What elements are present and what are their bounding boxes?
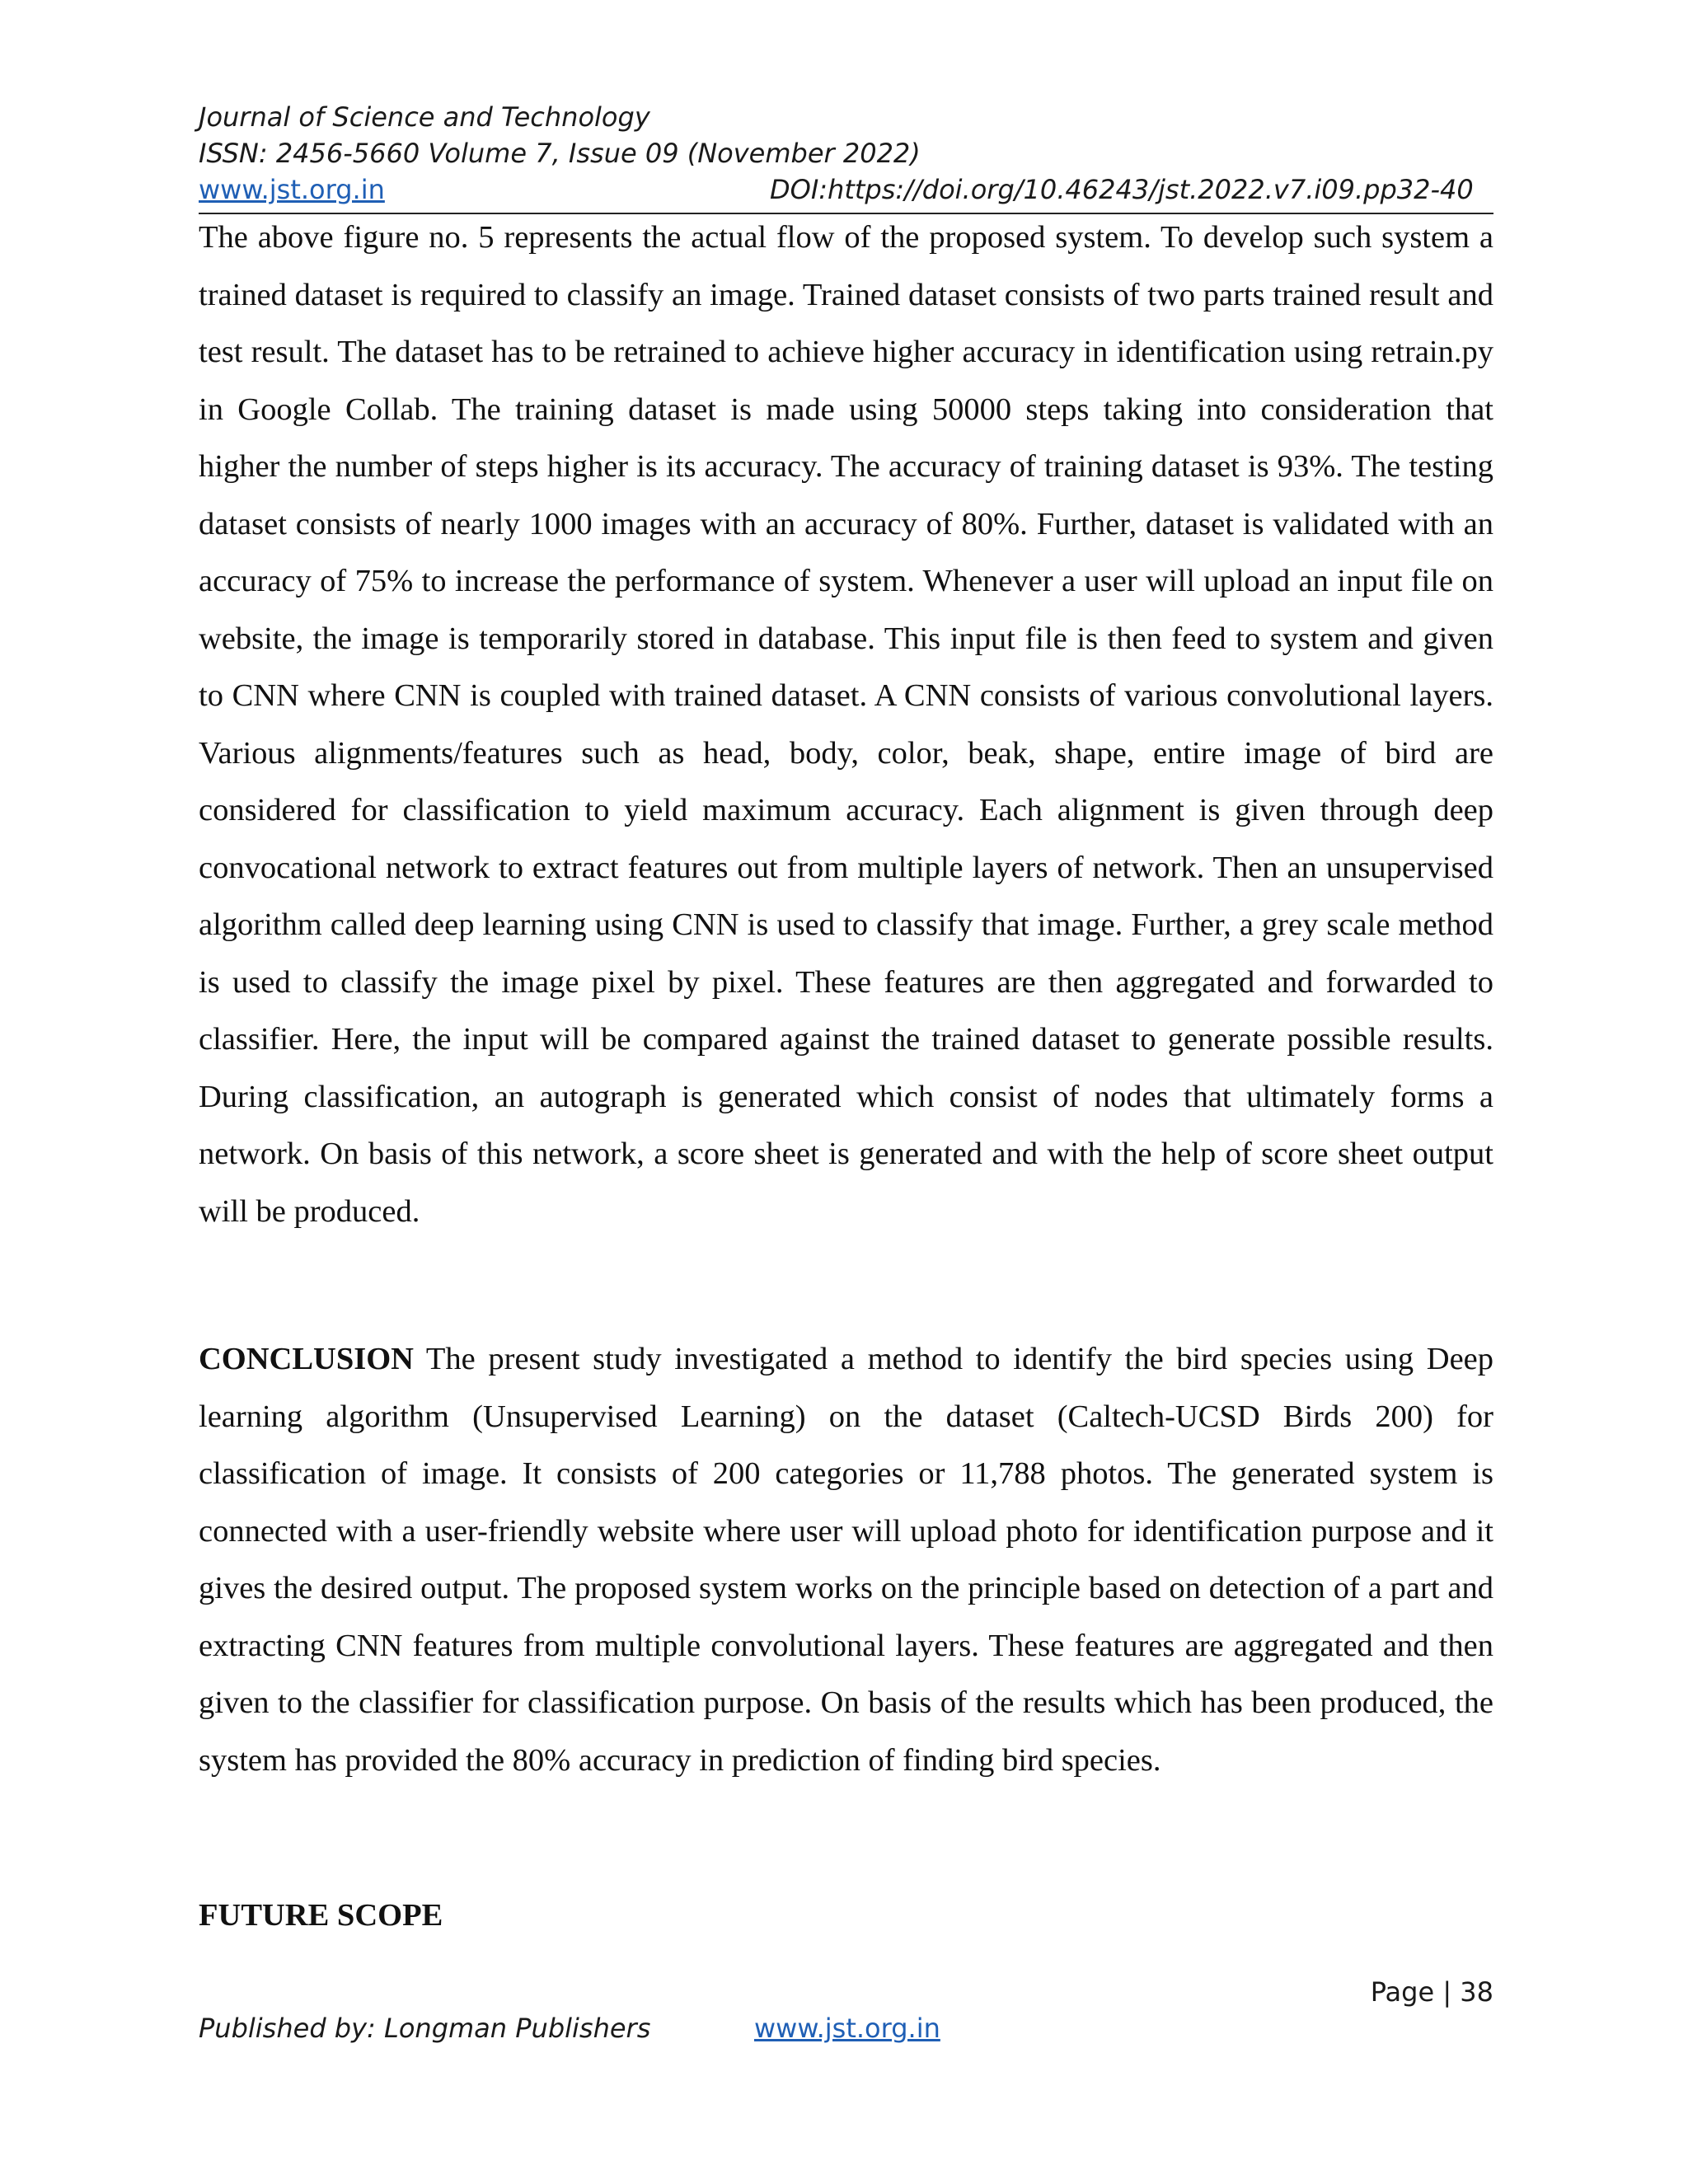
journal-title: Journal of Science and Technology (199, 101, 650, 133)
body-section (199, 209, 1493, 1240)
issn-line: ISSN: 2456-5660 Volume 7, Issue 09 (November 2022) (199, 138, 921, 169)
conclusion-section (199, 1331, 1493, 1789)
conclusion-paragraph (199, 1331, 1493, 1789)
page-footer (199, 2013, 1493, 2054)
page-number: Page | 38 (1370, 1976, 1493, 2008)
footer-website-link[interactable]: www.jst.org.in (754, 2013, 940, 2044)
conclusion-text: The present study investigated a method to identify the bird species using Deep learning algorithm (Unsupervised Learning) on the dataset (Caltech-UCSD Birds 200) for classification of image. It consists of 200 categories or 11,788 photos. The generated system is connected with a user-friendly website where user will upload photo for identification purpose and it gives the desired output. The proposed system works on the principle based on detection of a part and extracting CNN features from multiple convolutional layers. These features are aggregated and then given to the classifier for classification purpose. On basis of the results which has been produced, the system has provided the 80% accuracy in prediction of finding bird species. (199, 1342, 1493, 1778)
conclusion-heading: CONCLUSION (199, 1342, 414, 1376)
doi-text: DOI:https://doi.org/10.46243/jst.2022.v7.i09.pp32-40 (770, 174, 1474, 205)
header-website-link[interactable]: www.jst.org.in (199, 174, 385, 205)
header-links-row (199, 171, 1493, 208)
future-scope-heading: FUTURE SCOPE (199, 1898, 443, 1933)
flow-paragraph: The above figure no. 5 represents the actual flow of the proposed system. To develop such system a trained dataset is required to classify an image. Trained dataset consists of two parts trained result and test result. The dataset has to be retrained to achieve higher accuracy in identification using retrain.py in Google Collab. The training dataset is made using 50000 steps taking into consideration that higher the number of steps higher is its accuracy. The accuracy of training dataset is 93%. The testing dataset consists of nearly 1000 images with an accuracy of 80%. Further, dataset is validated with an accuracy of 75% to increase the performance of system. Whenever a user will upload an input file on website, the image is temporarily stored in database. This input file is then feed to system and given to CNN where CNN is coupled with trained dataset. A CNN consists of various convolutional layers. Various alignments/features such as head, body, color, beak, shape, entire image of bird are considered for classification to yield maximum accuracy. Each alignment is given through deep convocational network to extract features out from multiple layers of network. Then an unsupervised algorithm called deep learning using CNN is used to classify that image. Further, a grey scale method is used to classify the image pixel by pixel. These features are then aggregated and forwarded to classifier. Here, the input will be compared against the trained dataset to generate possible results. During classification, an autograph is generated which consist of nodes that ultimately forms a network. On basis of this network, a score sheet is generated and with the help of score sheet output will be produced. (199, 220, 1493, 1229)
publisher-text: Published by: Longman Publishers (199, 2013, 651, 2044)
page-header (199, 99, 1493, 208)
